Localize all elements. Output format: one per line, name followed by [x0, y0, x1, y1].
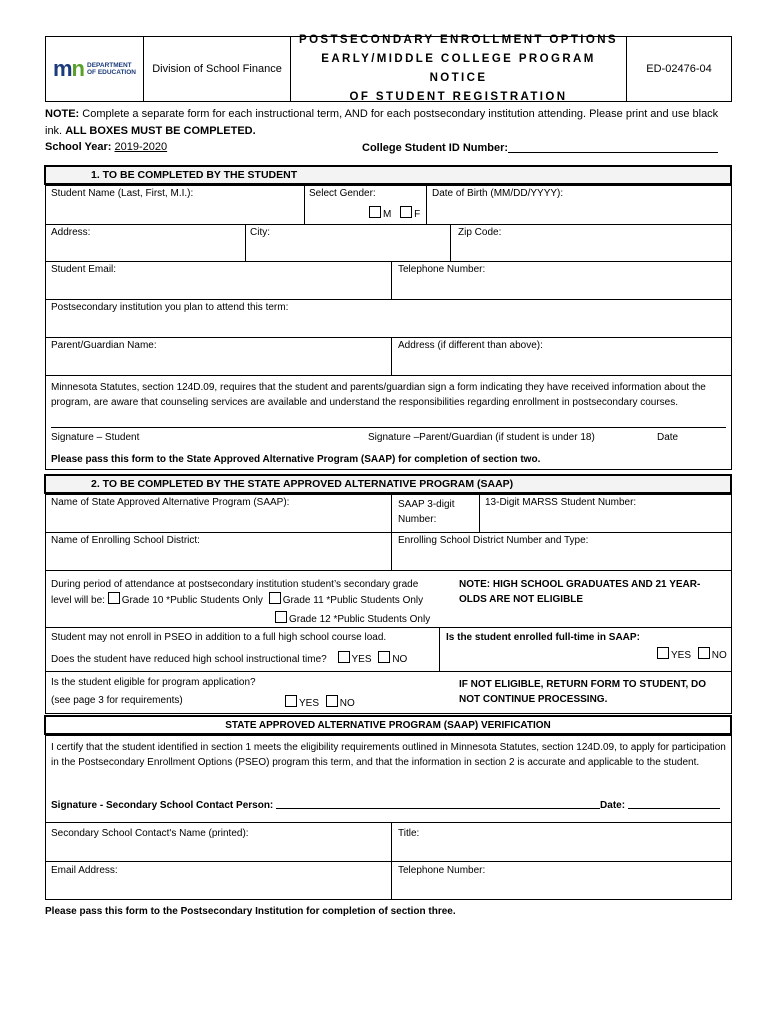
- certify-text: I certify that the student identified in section 1 meets the eligibility requirements outlined in Minnesota Statutes, section 124D.09, to apply for participation in the Postsecondary Enrollment Options (PSEO) program this term, and that the information in section 2 is accurate and applicable to the student.: [51, 742, 726, 768]
- student-email-field[interactable]: Student Email:: [51, 264, 117, 275]
- institution-field[interactable]: Postsecondary institution you plan to attend this term:: [51, 302, 289, 313]
- eligible-options: YES NO: [285, 695, 355, 709]
- note-bold: ALL BOXES MUST BE COMPLETED.: [65, 125, 256, 137]
- gender-options: M F: [369, 206, 420, 220]
- section2-title: 2. TO BE COMPLETED BY THE STATE APPROVED ALTERNATIVE PROGRAM (SAAP): [44, 474, 732, 494]
- logo-line2: OF EDUCATION: [87, 69, 136, 76]
- zip-field[interactable]: Zip Code:: [458, 227, 502, 238]
- title-line-3: OF STUDENT REGISTRATION: [349, 91, 568, 103]
- instructions-note: [45, 106, 735, 140]
- marss-field[interactable]: 13-Digit MARSS Student Number:: [485, 497, 637, 508]
- grade10-checkbox[interactable]: [108, 592, 120, 604]
- grade12-option: Grade 12 *Public Students Only: [275, 611, 430, 625]
- reduced-yes-checkbox[interactable]: [338, 651, 350, 663]
- district-name-field[interactable]: Name of Enrolling School District:: [51, 535, 200, 546]
- eligible-yes-checkbox[interactable]: [285, 695, 297, 707]
- mn-logo-icon: mn: [52, 56, 84, 81]
- contact-email-field[interactable]: Email Address:: [51, 865, 118, 876]
- reduced-time-question: Does the student have reduced high school instructional time? YES NO: [51, 651, 407, 665]
- grade-level: During period of attendance at postsecondary institution student’s secondary grade level will be: Grade 10 *Public Students Only Grade 11 *Public Students Only: [51, 579, 424, 606]
- statute-text: Minnesota Statutes, section 124D.09, requires that the student and parents/guardian sign a form indicating they have received information about the program, are aware that counseling services are available and understand the responsibilities regarding enrollment in postsecondary courses.: [51, 382, 706, 408]
- grade12-checkbox[interactable]: [275, 611, 287, 623]
- note-text: Complete a separate form for each instructional term, AND for each postsecondary institution attending. Please print and use black ink.: [45, 108, 719, 137]
- saap-name-field[interactable]: Name of State Approved Alternative Program (SAAP):: [51, 497, 290, 508]
- sig-date-label: Date: [657, 432, 679, 443]
- full-load-text: Student may not enroll in PSEO in addition to a full high school course load.: [51, 632, 387, 643]
- not-eligible-note: IF NOT ELIGIBLE, RETURN FORM TO STUDENT, DO NOT CONTINUE PROCESSING.: [459, 679, 707, 705]
- section1-title: 1. TO BE COMPLETED BY THE STUDENT: [44, 165, 732, 185]
- fulltime-no-checkbox[interactable]: [698, 647, 710, 659]
- address-field[interactable]: Address:: [51, 227, 91, 238]
- pass-note-1: Please pass this form to the State Approved Alternative Program (SAAP) for completion of section two.: [51, 454, 541, 465]
- college-id-field[interactable]: [508, 141, 718, 153]
- dob-field[interactable]: Date of Birth (MM/DD/YYYY):: [432, 188, 564, 199]
- school-year-value[interactable]: 2019-2020: [114, 141, 168, 153]
- fulltime-question: Is the student enrolled full-time in SAAP:: [446, 632, 640, 643]
- parent-address-field[interactable]: Address (if different than above):: [398, 340, 543, 351]
- gender-label: Select Gender:: [309, 188, 376, 199]
- college-id: College Student ID Number:: [362, 141, 718, 154]
- eligible-question: Is the student eligible for program application?: [51, 677, 256, 688]
- form-code: ED-02476-04: [646, 63, 712, 75]
- eligible-ref: (see page 3 for requirements): [51, 695, 183, 706]
- note-label: NOTE:: [45, 108, 80, 120]
- contact-phone-field[interactable]: Telephone Number:: [398, 865, 486, 876]
- student-name-field[interactable]: Student Name (Last, First, M.I.):: [51, 188, 194, 199]
- school-year: School Year: 2019-2020: [45, 141, 168, 153]
- mde-logo: [46, 37, 144, 101]
- contact-date-line[interactable]: [628, 798, 720, 809]
- fulltime-yes-checkbox[interactable]: [657, 647, 669, 659]
- contact-signature: Signature - Secondary School Contact Person: Date:: [51, 798, 720, 811]
- grade11-checkbox[interactable]: [269, 592, 281, 604]
- form-title: [291, 34, 627, 103]
- district-number-field[interactable]: Enrolling School District Number and Type:: [398, 535, 589, 546]
- fulltime-options: YES NO: [657, 647, 727, 661]
- student-phone-field[interactable]: Telephone Number:: [398, 264, 486, 275]
- hs-graduates-note: NOTE: HIGH SCHOOL GRADUATES AND 21 YEAR-OLDS ARE NOT ELIGIBLE: [459, 579, 701, 605]
- saap-number-field[interactable]: SAAP 3-digit Number:: [398, 499, 455, 525]
- sig-student-label: Signature – Student: [51, 432, 140, 443]
- title-line-2: EARLY/MIDDLE COLLEGE PROGRAM NOTICE: [321, 53, 596, 84]
- form-header: [45, 36, 732, 102]
- logo-line1: DEPARTMENT: [87, 62, 132, 69]
- contact-name-field[interactable]: Secondary School Contact's Name (printed):: [51, 828, 249, 839]
- sig-parent-label: Signature –Parent/Guardian (if student is under 18): [368, 432, 595, 443]
- gender-f-checkbox[interactable]: [400, 206, 412, 218]
- verification-title: STATE APPROVED ALTERNATIVE PROGRAM (SAAP) VERIFICATION: [44, 715, 732, 735]
- parent-name-field[interactable]: Parent/Guardian Name:: [51, 340, 157, 351]
- city-field[interactable]: City:: [250, 227, 270, 238]
- signature-line[interactable]: [51, 427, 726, 428]
- contact-title-field[interactable]: Title:: [398, 828, 420, 839]
- title-line-1: POSTSECONDARY ENROLLMENT OPTIONS: [299, 34, 618, 46]
- reduced-no-checkbox[interactable]: [378, 651, 390, 663]
- contact-signature-line[interactable]: [276, 798, 600, 809]
- division-name: Division of School Finance: [144, 37, 291, 101]
- eligible-no-checkbox[interactable]: [326, 695, 338, 707]
- gender-m-checkbox[interactable]: [369, 206, 381, 218]
- footer-note: Please pass this form to the Postsecondary Institution for completion of section three.: [45, 906, 456, 917]
